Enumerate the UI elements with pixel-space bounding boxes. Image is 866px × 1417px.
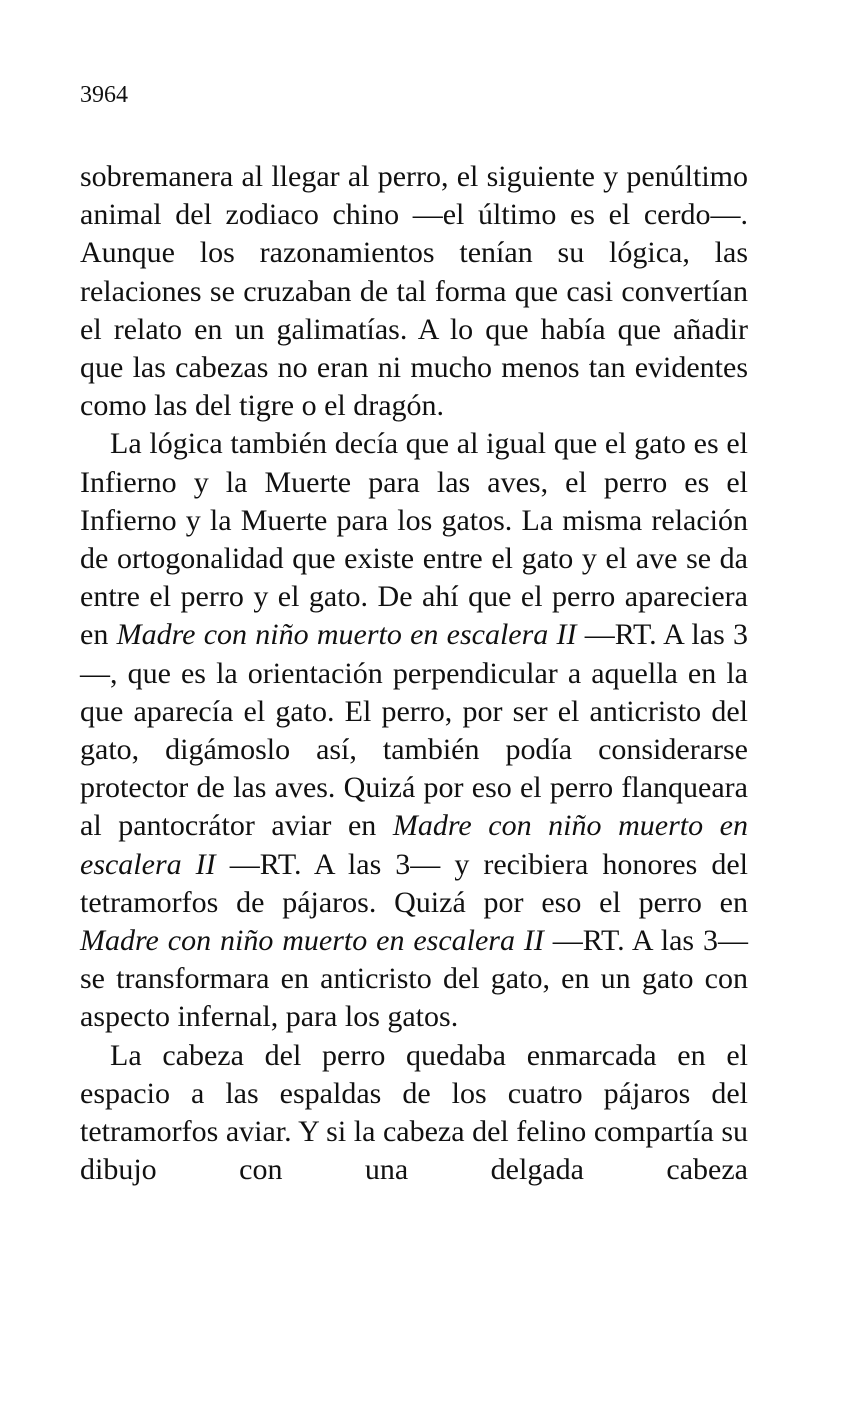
text-segment: —RT. A las 3— y recibiera honores del tetramorfos de pájaros. Quizá por eso el perro en [80, 847, 748, 919]
paragraph [80, 158, 748, 425]
page-number: 3964 [80, 82, 128, 108]
italic-title: Madre con niño muerto en escalera II [116, 618, 577, 652]
text-segment: sobremanera al llegar al perro, el siguiente y penúltimo animal del zodiaco chino —el último es el cerdo—. Aunque los razonamientos tenían su lógica, las relaciones se cruzaban de tal forma que casi convertían el relato en un galimatías. A lo que había que añadir que las cabezas no eran ni mucho menos tan evidentes como las del tigre o el dragón. [80, 160, 748, 423]
body-text [80, 158, 748, 1189]
text-segment: —RT. A las 3—, que es la orientación perpendicular a aquella en la que aparecía el gato. El perro, por ser el anticristo del gato, digámoslo así, también podía considerarse protector de las aves. Quizá por eso el perro flanqueara al pantocrátor aviar en [80, 618, 748, 843]
paragraph [80, 425, 748, 1036]
text-segment: La lógica también decía que al igual que el gato es el Infierno y la Muerte para las aves, el perro es el Infierno y la Muerte para los gatos. La misma relación de ortogonalidad que existe entre el gato y el ave se da entre el perro y el gato. De ahí que el perro apareciera en [80, 427, 748, 652]
text-segment: La cabeza del perro quedaba enmarcada en el espacio a las espaldas de los cuatro pájaros del tetramorfos aviar. Y si la cabeza del felino compartía su dibujo con una delgada cabeza [80, 1038, 748, 1187]
italic-title: Madre con niño muerto en escalera II [80, 924, 544, 958]
italic-title: Madre con niño muerto en escalera II [80, 809, 748, 881]
text-segment: —RT. A las 3— se transformara en anticristo del gato, en un gato con aspecto infernal, para los gatos. [80, 924, 748, 1034]
paragraph [80, 1037, 748, 1190]
